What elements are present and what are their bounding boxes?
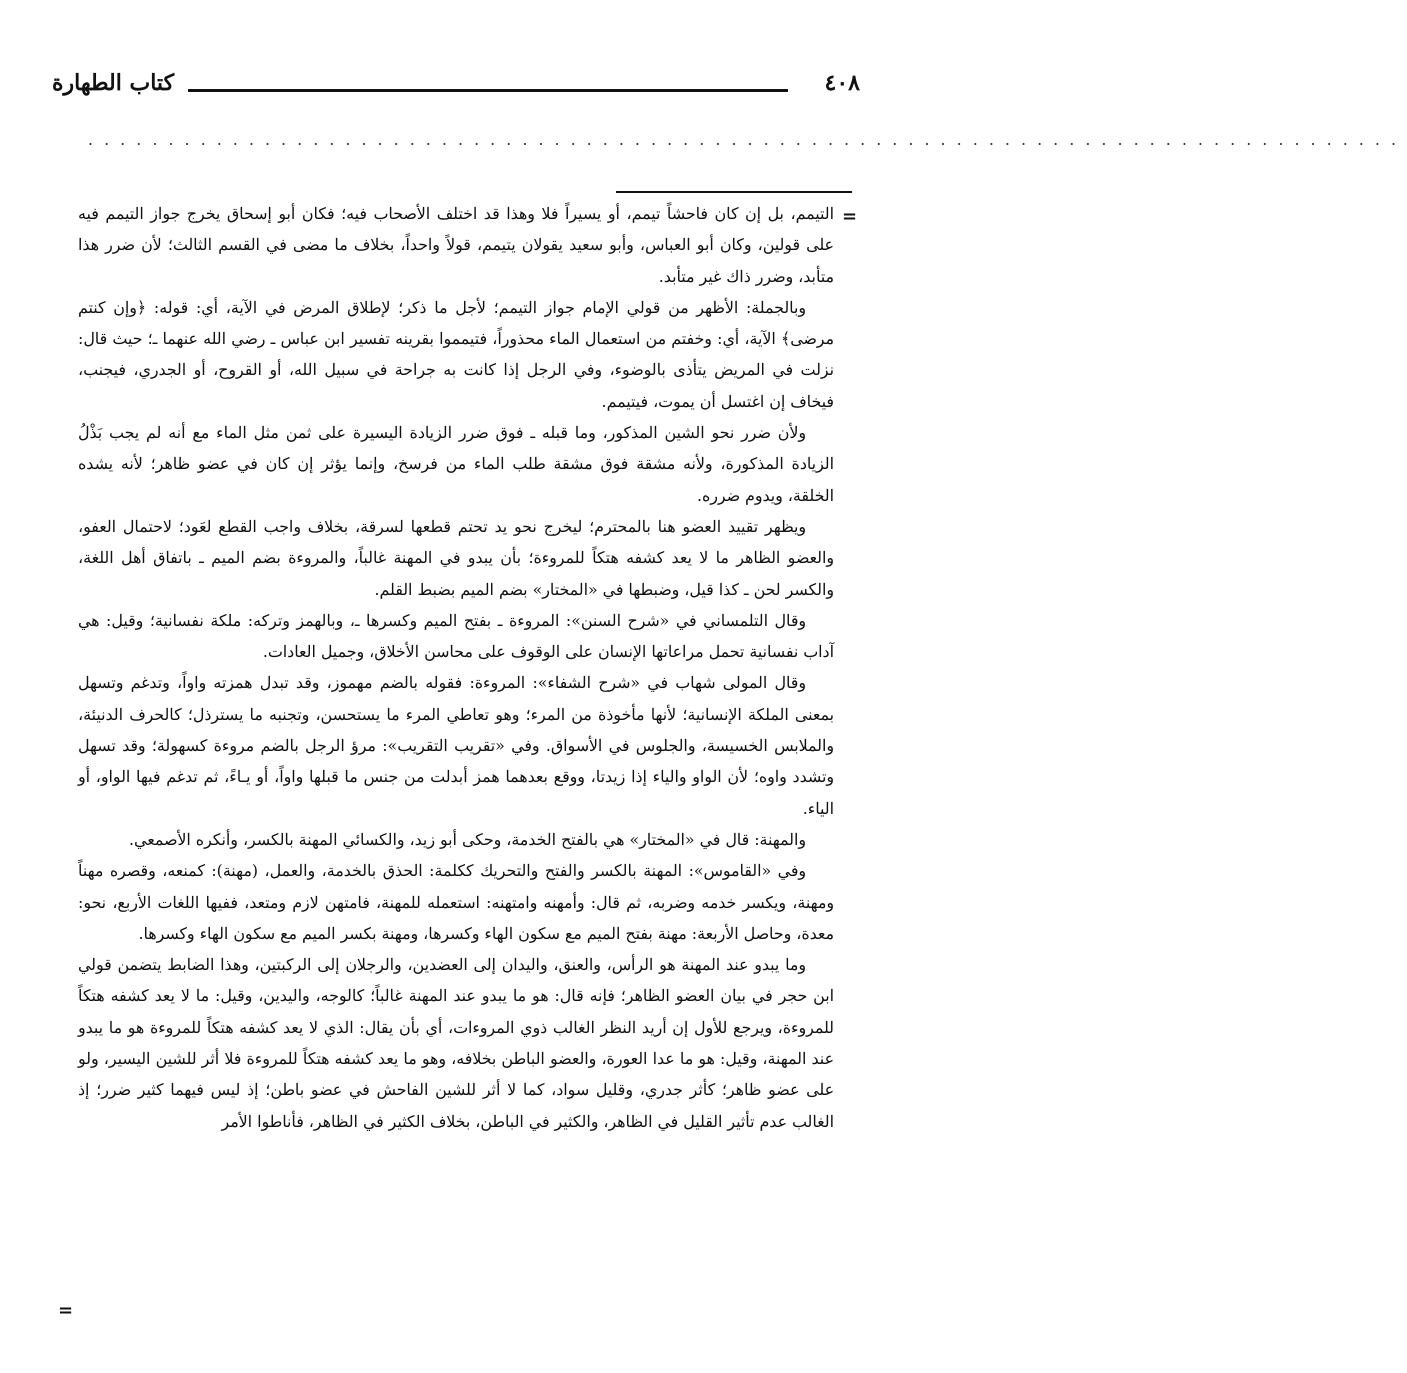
paragraph: ولأن ضرر نحو الشين المذكور، وما قبله ـ فوق ضرر الزيادة اليسيرة على ثمن مثل الماء مع أنه لم يجب بَذْلُ الزيادة المذكورة، ولأنه مشقة فوق مشقة طلب الماء من فرسخ، وإنما يؤثر إن كان في عضو ظاهر؛ لأنه يشده الخلقة، ويدوم ضرره.: [78, 423, 834, 505]
paragraph: التيمم، بل إن كان فاحشاً تيمم، أو يسيراً فلا وهذا قد اختلف الأصحاب فيه؛ فكان أبو إسحاق يخرج جواز التيمم فيه على قولين، وكان أبو العباس، وأبو سعيد يقولان يتيمم، قولاً واحداً، بخلاف ما مضى في القسم الثالث؛ لأن ضرر هذا متأبد، وضرر ذاك غير متأبد.: [78, 204, 834, 286]
paragraph: والمهنة: قال في «المختار» هي بالفتح الخدمة، وحكى أبو زيد، والكسائي المهنة بالكسر، وأنكره الأصمعي.: [129, 829, 806, 849]
footnote-body: [78, 198, 834, 1137]
footnote-rule: [616, 191, 852, 193]
book-title: كتاب الطهارة: [52, 70, 175, 96]
continuation-marker-top: =: [842, 206, 858, 227]
paragraph: ويظهر تقييد العضو هنا بالمحترم؛ ليخرج نحو يد تحتم قطعها لسرقة، بخلاف واجب القطع لعَود؛ لاحتمال العفو، والعضو الظاهر ما لا يعد كشفه هتكاً للمروءة؛ بأن يبدو في المهنة غالباً، والمروءة بضم الميم ـ باتفاق أهل اللغة، والكسر لحن ـ كذا قيل، وضبطها في «المختار» بضم الميم بضبط القلم.: [78, 516, 834, 599]
paragraph: وفي «القاموس»: المهنة بالكسر والفتح والتحريك ككلمة: الحذق بالخدمة، والعمل، (مهنة): كمنعه، وقصره مهناً ومهنة، ويكسر خدمه وضربه، ثم قال: وأمهنه وامتهنه: استعمله للمهنة، فامتهن لازم ومتعد، ففيها اللغات الأربع، نحو: معدة، وحاصل الأربعة: مهنة بفتح الميم مع سكون الهاء وكسرها، ومهنة بكسر الميم مع سكون الهاء وكسرها.: [78, 861, 834, 943]
page-header: [52, 68, 860, 108]
continuation-marker-bottom: =: [58, 1300, 74, 1321]
paragraph: وقال التلمساني في «شرح السنن»: المروءة ـ بفتح الميم وكسرها ـ، وبالهمز وتركه: ملكة نفسانية؛ وقيل: هي آداب نفسانية تحمل مراعاتها الإنسان على الوقوف على محاسن الأخلاق، وجميل العادات.: [78, 610, 834, 662]
paragraph: وقال المولى شهاب في «شرح الشفاء»: المروءة: فقوله بالضم مهموز، وقد تبدل همزته واواً، وتدغم وتسهل بمعنى الملكة الإنسانية؛ لأنها مأخوذة من المرء؛ وهو تعاطي المرء ما يستحسن، وتجنبه ما يسترذل؛ كالحرف الدنيئة، والملابس الخسيسة، والجلوس في الأسواق. وفي «تقريب التقريب»: مرؤ الرجل بالضم مروءة كسهولة؛ وقد تسهل وتشدد واوه؛ لأن الواو والياء إذا زيدتا، ووقع بعدهما همز أبدلت من جنس ما قبلها واواً، أو يـاءً، ثم تدغم فيها الواو، أو الياء.: [78, 673, 834, 818]
paragraph: وما يبدو عند المهنة هو الرأس، والعنق، واليدان إلى العضدين، والرجلان إلى الركبتين، وهذا الضابط يتضمن قولي ابن حجر في بيان العضو الظاهر؛ فإنه قال: هو ما يبدو عند المهنة غالباً؛ كالوجه، واليدين، وقيل: ما لا يعد كشفه هتكاً للمروءة، ويرجع للأول إن أريد النظر الغالب ذوي المروءات، أي بأن يقال: الذي لا يعد كشفه هتكاً للمروءة هو ما يبدو عند المهنة، وقيل: هو ما عدا العورة، والعضو الباطن بخلافه، وهو ما يعد كشفه هتكاً للمروءة فلا أثر للشين اليسير، ولو على عضو ظاهر؛ كأثر جدري، وقليل سواد، كما لا أثر للشين الفاحش في عضو باطن؛ إذ ليس فيهما كثير ضرر؛ إذ الغالب عدم تأثير القليل في الظاهر، والكثير في الباطن، بخلاف الكثير في الظاهر، فأناطوا الأمر: [78, 955, 834, 1131]
dotted-separator: ..................................................................................: [88, 130, 1407, 149]
header-rule: [188, 89, 788, 92]
page-number: ٤٠٨: [824, 70, 860, 96]
paragraph: وبالجملة: الأظهر من قولي الإمام جواز التيمم؛ لأجل ما ذكر؛ لإطلاق المرض في الآية، أي: قوله: ﴿وإن كنتم مرضى﴾ الآية، أي: وخفتم من استعمال الماء محذوراً، فتيمموا بقرينه تفسير ابن عباس ـ رضي الله عنهما ـ؛ حيث قال: نزلت في المريض يتأذى بالوضوء، وفي الرجل إذا كانت به جراحة في سبيل الله، أو القروح، أو الجدري، فيجنب، فيخاف إن اغتسل أن يموت، فيتيمم.: [78, 297, 834, 411]
